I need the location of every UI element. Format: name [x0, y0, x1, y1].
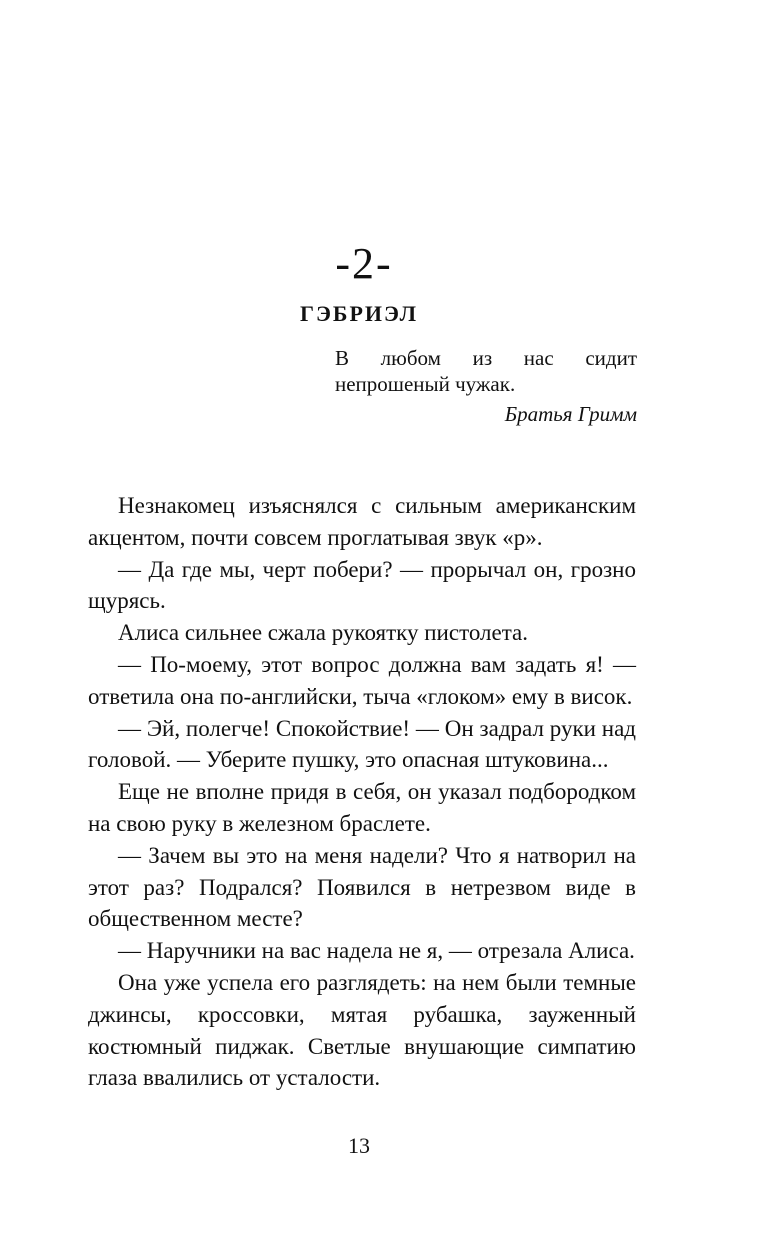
epigraph-author: Братья Гримм — [504, 402, 637, 426]
paragraph: — Зачем вы это на меня надели? Что я натворил на этот раз? Подрался? Появился в нетрезвом виде в общественном месте? — [88, 842, 636, 932]
body-text — [88, 490, 636, 1094]
paragraph: — Эй, полегче! Спокойствие! — Он задрал руки над головой. — Уберите пушку, это опасная штуковина... — [88, 715, 636, 773]
paragraph: Алиса сильнее сжала рукоятку пистолета. — [118, 620, 528, 646]
chapter-title: ГЭБРИЭЛ — [300, 301, 418, 326]
epigraph — [335, 345, 637, 427]
paragraph: Незнакомец изъяснялся с сильным американским акцентом, почти совсем проглатывая звук «р». — [88, 493, 636, 550]
paragraph: — Наручники на вас надела не я, — отрезала Алиса. — [118, 938, 635, 964]
epigraph-text: В любом из нас сидит непрошеный чужак. — [335, 346, 637, 396]
paragraph: Она уже успела его разглядеть: на нем были темные джинсы, кроссовки, мятая рубашка, зауженный костюмный пиджак. Светлые внушающие симпатию глаза ввалились от усталости. — [88, 969, 636, 1091]
chapter-number: -2- — [335, 239, 393, 288]
page-number: 13 — [348, 1133, 370, 1158]
paragraph: — По-моему, этот вопрос должна вам задать я! — ответила она по-английски, тыча «глоком» ему в висок. — [88, 651, 636, 709]
paragraph: — Да где мы, черт побери? — прорычал он, грозно щурясь. — [88, 556, 636, 614]
paragraph: Еще не вполне придя в себя, он указал подбородком на свою руку в железном браслете. — [88, 779, 636, 836]
